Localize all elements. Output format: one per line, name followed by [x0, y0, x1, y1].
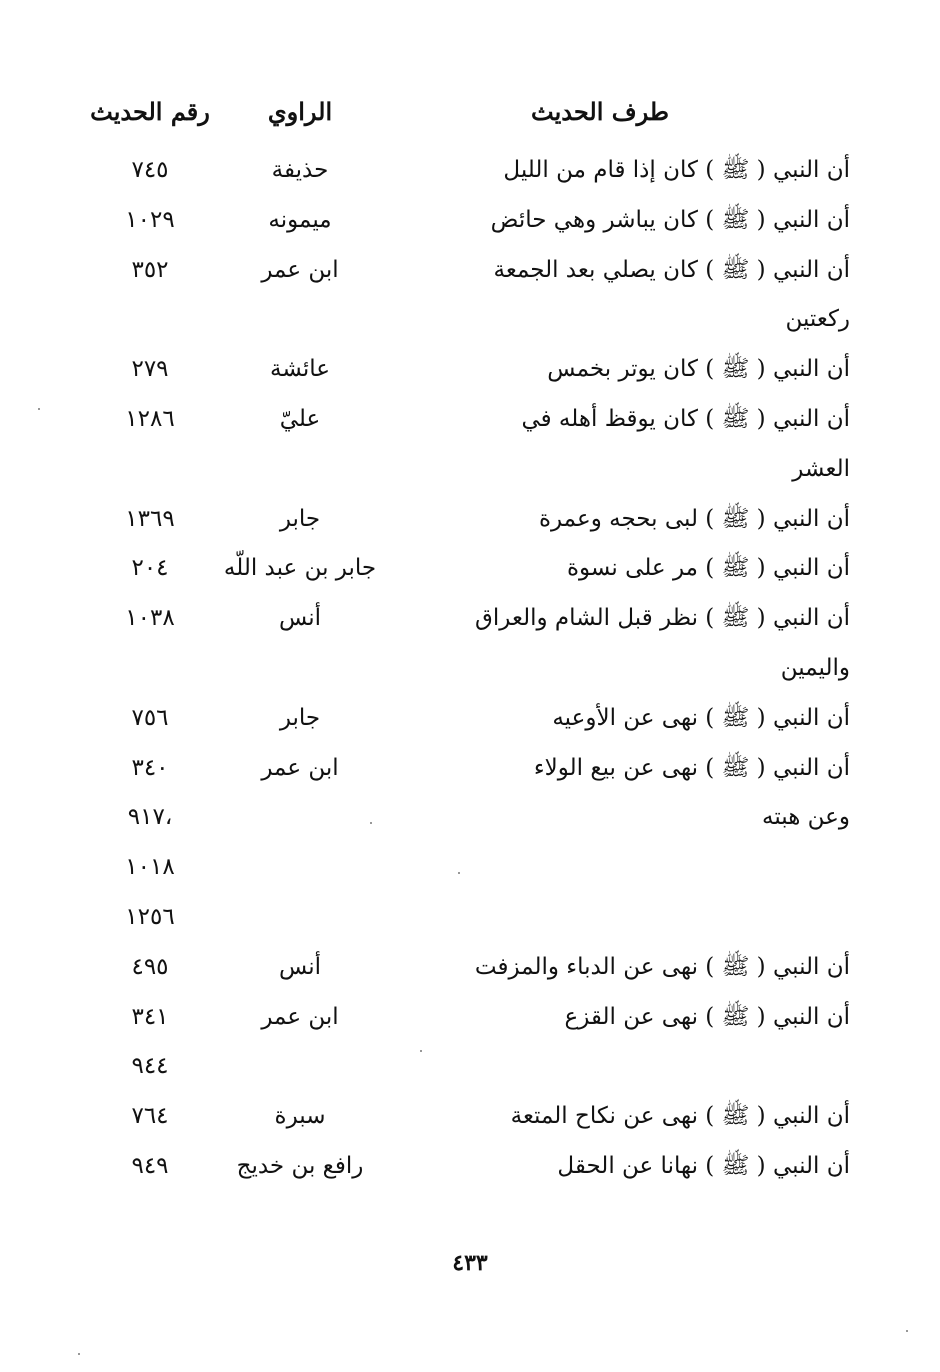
- hadith-rawi: ميمونه: [268, 206, 332, 233]
- table-row: [80, 845, 860, 895]
- hadith-rawi: [210, 447, 390, 497]
- table-row: [80, 148, 860, 198]
- table-row: [80, 596, 860, 646]
- hadith-number: ٣٤١: [131, 1003, 169, 1030]
- table-row: [80, 347, 860, 397]
- hadith-number: ١٢٥٦: [125, 903, 175, 930]
- hadith-rawi: ابن عمر: [261, 754, 339, 781]
- hadith-tarf: وعن هبته: [762, 804, 850, 831]
- hadith-number: ١٠٢٩: [125, 206, 175, 233]
- hadith-number: ٩٤٩: [131, 1152, 169, 1179]
- hadith-rawi: سبرة: [274, 1103, 326, 1130]
- hadith-number: ٣٥٢: [131, 256, 169, 283]
- scan-speck: [458, 872, 460, 874]
- hadith-number: ٧٤٥: [131, 157, 169, 183]
- hadith-tarf: العشر: [792, 455, 850, 482]
- hadith-rawi: جابر بن عبد اللّه: [223, 555, 377, 582]
- hadith-tarf: واليمين: [780, 654, 850, 681]
- hadith-index-table: [80, 148, 860, 1194]
- scan-speck: [78, 1353, 80, 1355]
- hadith-number: ٤٩٥: [131, 953, 169, 980]
- hadith-number: ٩٤٤: [131, 1053, 169, 1080]
- hadith-rawi: أنس: [278, 605, 322, 632]
- hadith-number: ١٠٣٨: [125, 605, 175, 632]
- hadith-tarf: أن النبي ( ﷺ ) مر على نسوة: [566, 555, 850, 582]
- hadith-number: ٧٥٦: [131, 704, 169, 731]
- hadith-number: ٢٠٤: [131, 555, 169, 582]
- header-tarf: طرف الحديث: [531, 97, 669, 126]
- table-row: [80, 795, 860, 845]
- table-row: [80, 297, 860, 347]
- page-number: ٤٣٣: [452, 1250, 488, 1276]
- table-row: [80, 397, 860, 447]
- hadith-number: ١٢٨٦: [125, 405, 175, 432]
- scan-speck: [906, 1330, 908, 1332]
- hadith-number: ٢٧٩: [131, 356, 169, 383]
- table-row: [80, 447, 860, 497]
- hadith-number: ،٩١٧: [127, 804, 173, 831]
- table-row: [80, 646, 860, 696]
- hadith-rawi: [210, 895, 390, 945]
- hadith-tarf: أن النبي ( ﷺ ) نهى عن الدباء والمزفت: [474, 953, 850, 980]
- hadith-rawi: [210, 795, 390, 845]
- hadith-number: [80, 447, 220, 497]
- table-row: [80, 945, 860, 995]
- table-row: [80, 1144, 860, 1194]
- hadith-tarf: أن النبي ( ﷺ ) نهانا عن الحقل: [557, 1152, 850, 1179]
- hadith-rawi: جابر: [279, 505, 321, 532]
- hadith-rawi: [210, 297, 390, 347]
- table-row: [80, 497, 860, 547]
- hadith-tarf: [430, 895, 850, 945]
- table-row: [80, 1044, 860, 1094]
- hadith-number: [80, 646, 220, 696]
- hadith-rawi: ابن عمر: [261, 1003, 339, 1030]
- hadith-rawi: [210, 646, 390, 696]
- hadith-tarf: أن النبي ( ﷺ ) نهى عن بيع الولاء: [533, 754, 850, 781]
- table-row: [80, 1094, 860, 1144]
- table-row: [80, 248, 860, 298]
- hadith-tarf: أن النبي ( ﷺ ) كان إذا قام من الليل: [503, 157, 850, 183]
- hadith-rawi: رافع بن خديج: [236, 1152, 364, 1179]
- hadith-tarf: أن النبي ( ﷺ ) كان يوتر بخمس: [547, 356, 850, 383]
- table-row: [80, 198, 860, 248]
- hadith-tarf: [430, 1044, 850, 1094]
- table-row: [80, 995, 860, 1045]
- hadith-tarf: أن النبي ( ﷺ ) كان يصلي بعد الجمعة: [493, 256, 850, 283]
- hadith-rawi: أنس: [278, 953, 322, 980]
- hadith-tarf: أن النبي ( ﷺ ) نهى عن القزع: [564, 1003, 850, 1030]
- table-row: [80, 546, 860, 596]
- scan-speck: [420, 1050, 422, 1052]
- hadith-tarf: ركعتين: [785, 306, 850, 333]
- table-header: [80, 92, 860, 136]
- hadith-tarf: أن النبي ( ﷺ ) لبى بحجه وعمرة: [538, 505, 850, 532]
- hadith-rawi: [210, 845, 390, 895]
- header-raqm: رقم الحديث: [90, 97, 210, 126]
- hadith-rawi: ابن عمر: [261, 256, 339, 283]
- hadith-rawi: جابر: [279, 704, 321, 731]
- header-rawi: الراوي: [267, 97, 333, 126]
- hadith-tarf: أن النبي ( ﷺ ) نهى عن نكاح المتعة: [510, 1103, 850, 1130]
- hadith-number: [80, 297, 220, 347]
- table-row: [80, 746, 860, 796]
- hadith-number: ١٠١٨: [125, 854, 175, 881]
- hadith-tarf: أن النبي ( ﷺ ) كان يوقظ أهله في: [521, 405, 850, 432]
- scan-speck: [38, 408, 40, 410]
- hadith-tarf: أن النبي ( ﷺ ) كان يباشر وهي حائض: [490, 206, 850, 233]
- hadith-tarf: أن النبي ( ﷺ ) نهى عن الأوعيه: [552, 704, 850, 731]
- hadith-rawi: [210, 1044, 390, 1094]
- hadith-rawi: عائشة: [270, 356, 330, 383]
- hadith-rawi: عليّ: [279, 405, 321, 432]
- hadith-rawi: حذيفة: [271, 157, 329, 183]
- hadith-tarf: أن النبي ( ﷺ ) نظر قبل الشام والعراق: [475, 605, 850, 632]
- table-row: [80, 895, 860, 945]
- hadith-tarf: [430, 845, 850, 895]
- hadith-number: ١٣٦٩: [125, 505, 175, 532]
- scan-speck: [370, 822, 372, 824]
- hadith-number: ٧٦٤: [131, 1103, 169, 1130]
- table-row: [80, 696, 860, 746]
- hadith-number: ٣٤٠: [131, 754, 169, 781]
